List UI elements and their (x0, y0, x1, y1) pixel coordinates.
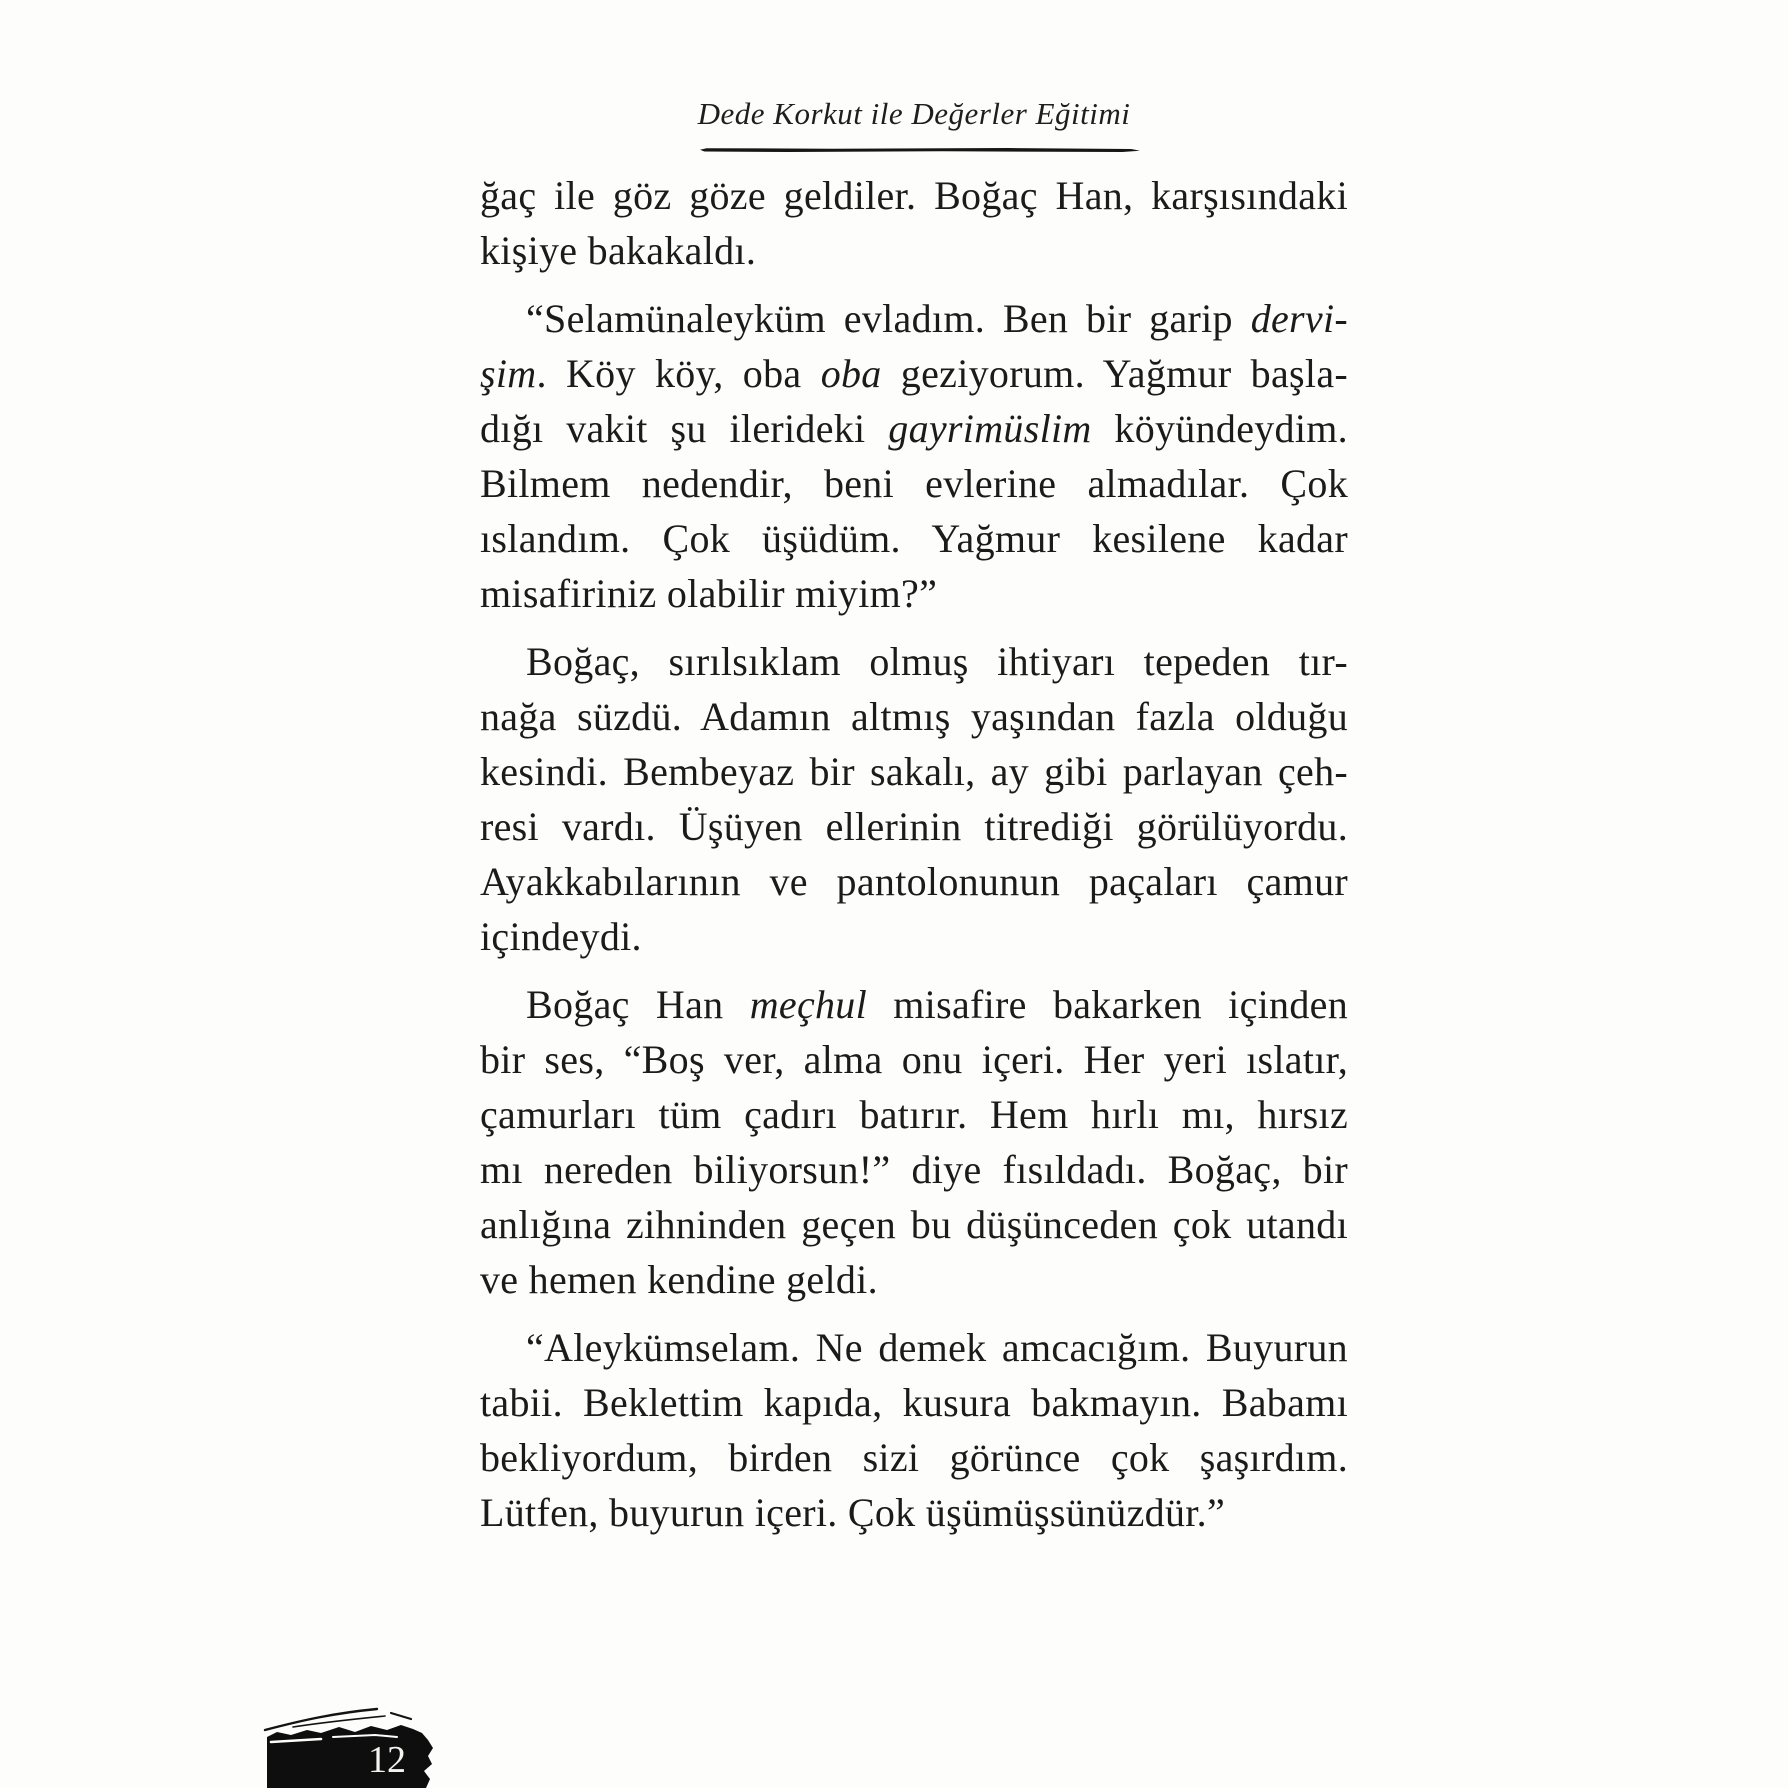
body-text: nağa süzdü. Adamın altmış yaşından fazla olduğu (480, 694, 1348, 739)
body-text: misafiriniz olabilir miyim?” (480, 571, 938, 616)
paragraph (480, 168, 1348, 278)
text-line (480, 634, 1348, 689)
body-text: bir ses, “Boş ver, alma onu içeri. Her yeri ıslatır, (480, 1037, 1348, 1082)
text-line (480, 291, 1348, 346)
text-line (480, 799, 1348, 854)
text-line (480, 977, 1348, 1032)
paragraph (480, 634, 1348, 964)
body-text: dığı vakit şu ilerideki (480, 406, 889, 451)
text-line (480, 168, 1348, 223)
emphasized-text: oba (820, 351, 882, 396)
text-line (480, 1485, 1348, 1540)
header-rule (700, 148, 1140, 152)
emphasized-text: meçhul (749, 982, 868, 1027)
text-line (480, 909, 1348, 964)
brush-stroke-graphic (263, 1706, 445, 1788)
body-text: Ayakkabılarının ve pantolonunun paçaları çamur (480, 859, 1348, 904)
paragraph (480, 1320, 1348, 1540)
text-line (480, 1320, 1348, 1375)
text-line (480, 1375, 1348, 1430)
body-text: geziyorum. Yağmur başla- (881, 351, 1348, 396)
body-text: bekliyordum, birden sizi görünce çok şaşırdım. (480, 1435, 1348, 1480)
text-line (480, 401, 1348, 456)
text-line (480, 744, 1348, 799)
emphasized-text: şim (480, 351, 537, 396)
body-text: kesindi. Bembeyaz bir sakalı, ay gibi parlayan çeh- (480, 749, 1348, 794)
body-text: köyündeydim. (1091, 406, 1348, 451)
body-text: “Aleykümselam. Ne demek amcacığım. Buyurun (526, 1325, 1348, 1370)
text-line (480, 223, 1348, 278)
body-text: Boğaç, sırılsıklam olmuş ihtiyarı tepeden tır- (526, 639, 1348, 684)
text-line (480, 854, 1348, 909)
body-text: . Köy köy, oba (536, 351, 821, 396)
text-line (480, 1142, 1348, 1197)
body-text: ve hemen kendine geldi. (480, 1257, 878, 1302)
text-line (480, 1087, 1348, 1142)
paragraph (480, 977, 1348, 1307)
body-text: içindeydi. (480, 914, 642, 959)
body-text: anlığına zihninden geçen bu düşünceden çok utandı (480, 1202, 1348, 1247)
body-text: Lütfen, buyurun içeri. Çok üşümüşsünüzdür.” (480, 1490, 1226, 1535)
page-body (480, 168, 1348, 1553)
body-text: mı nereden biliyorsun!” diye fısıldadı. Boğaç, bir (480, 1147, 1348, 1192)
text-line (480, 689, 1348, 744)
body-text: Bilmem nedendir, beni evlerine almadılar. Çok (480, 461, 1348, 506)
body-text: ıslandım. Çok üşüdüm. Yağmur kesilene kadar (480, 516, 1348, 561)
text-line (480, 346, 1348, 401)
body-text: resi vardı. Üşüyen ellerinin titrediği görülüyordu. (480, 804, 1348, 849)
text-line (480, 1032, 1348, 1087)
paragraph (480, 291, 1348, 621)
body-text: kişiye bakakaldı. (480, 228, 757, 273)
text-line (480, 456, 1348, 511)
body-text: “Selamünaleyküm evladım. Ben bir garip (526, 296, 1251, 341)
text-line (480, 1197, 1348, 1252)
running-header-title: Dede Korkut ile Değerler Eğitimi (697, 96, 1131, 131)
body-text: Boğaç Han (526, 982, 750, 1027)
text-line (480, 566, 1348, 621)
text-line (480, 1430, 1348, 1485)
emphasized-text: gayrimüslim (888, 406, 1092, 451)
text-line (480, 511, 1348, 566)
page-number-badge (263, 1706, 445, 1788)
emphasized-text: dervi- (1250, 296, 1348, 341)
page-number: 12 (368, 1739, 406, 1781)
body-text: tabii. Beklettim kapıda, kusura bakmayın. Babamı (480, 1380, 1348, 1425)
body-text: çamurları tüm çadırı batırır. Hem hırlı mı, hırsız (480, 1092, 1348, 1137)
text-line (480, 1252, 1348, 1307)
body-text: misafire bakarken içinden (867, 982, 1348, 1027)
body-text: ğaç ile göz göze geldiler. Boğaç Han, karşısındaki (480, 173, 1348, 218)
